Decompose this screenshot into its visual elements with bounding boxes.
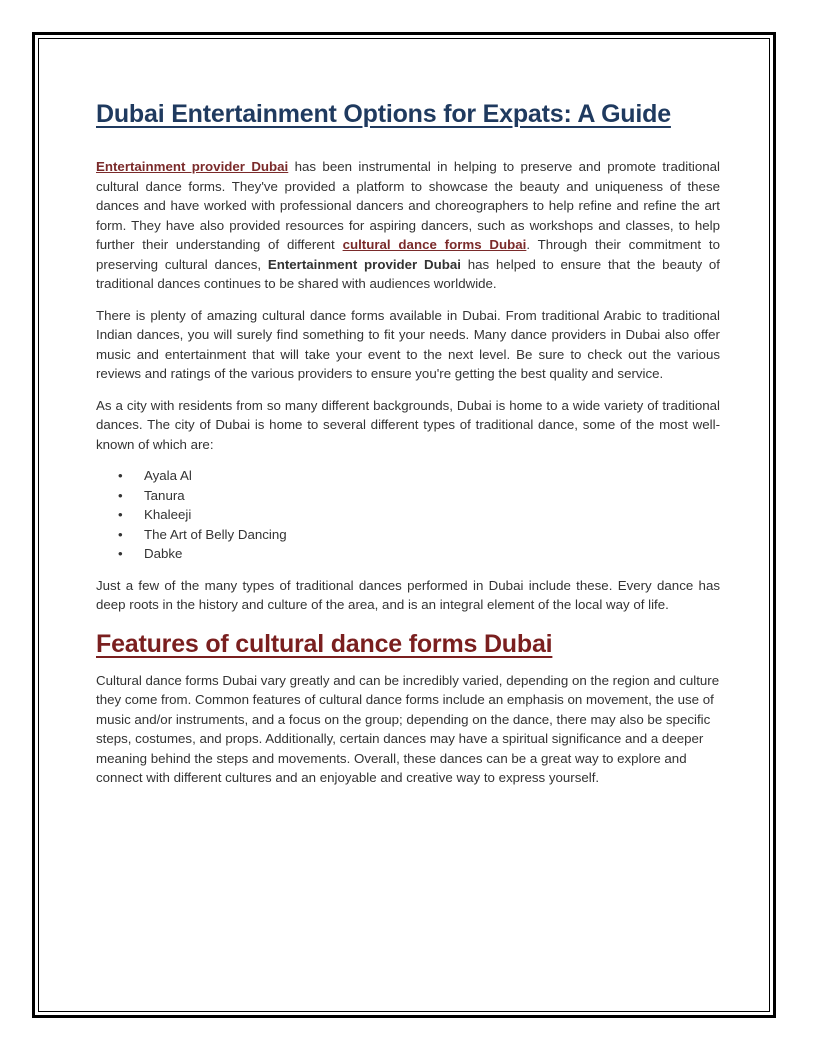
cultural-dance-forms-link[interactable]: cultural dance forms Dubai (342, 237, 527, 252)
intro-text-3: has helped to ensure that the beauty of traditional dances continues to be shared with audiences worldwide. (96, 256, 720, 291)
intro-paragraph (96, 157, 720, 294)
list-item: • Ayala Al (144, 466, 720, 486)
paragraph-roots: Just a few of the many types of traditional dances performed in Dubai include these. Every dance has deep roots in the history and culture of the area, and is an integral element of the local way of life. (96, 577, 720, 612)
list-item: • The Art of Belly Dancing (144, 525, 720, 545)
intro-bold-phrase: Entertainment provider Dubai (267, 256, 461, 272)
list-item: • Khaleeji (144, 505, 720, 525)
paragraph-dance-forms: There is plenty of amazing cultural dance forms available in Dubai. From traditional Arabic to traditional Indian dances, you will surely find something to fit your needs. Many dance providers in Dubai also offer music and entertainment that will take your event to the next level. Be sure to check out the various reviews and ratings of the various providers to ensure you're getting the best quality and service. (96, 307, 720, 381)
document-title: Dubai Entertainment Options for Expats: A Guide (96, 100, 671, 128)
entertainment-provider-link[interactable]: Entertainment provider Dubai (96, 159, 289, 174)
list-item: • Dabke (144, 544, 720, 564)
document-body (96, 96, 720, 800)
dance-list (96, 466, 720, 564)
list-item: • Tanura (144, 486, 720, 506)
intro-text-1: has been instrumental in helping to preserve and promote traditional cultural dance forms. They've provided a platform to showcase the beauty and uniqueness of these dances and have worked with professional dancers and choreographers to help refine and refine the art form. They have also provided resources for aspiring dancers, such as workshops and classes, to help further their understanding of different (96, 159, 720, 252)
paragraph-backgrounds: As a city with residents from so many different backgrounds, Dubai is home to a wide variety of traditional dances. The city of Dubai is home to several different types of traditional dance, some of the most well-known of which are: (96, 397, 720, 452)
section-heading: Features of cultural dance forms Dubai (96, 629, 553, 658)
paragraph-features: Cultural dance forms Dubai vary greatly and can be incredibly varied, depending on the region and culture they come from. Common features of cultural dance forms include an emphasis on movement, the use of music and/or instruments, and a focus on the group; depending on the dance, there may also be specific steps, costumes, and props. Additionally, certain dances may have a spiritual significance and a deeper meaning behind the steps and movements. Overall, these dances can be a great way to explore and connect with different cultures and an enjoyable and creative way to express yourself. (96, 672, 720, 785)
intro-text-2: . Through their commitment to preserving cultural dances, (96, 237, 720, 272)
